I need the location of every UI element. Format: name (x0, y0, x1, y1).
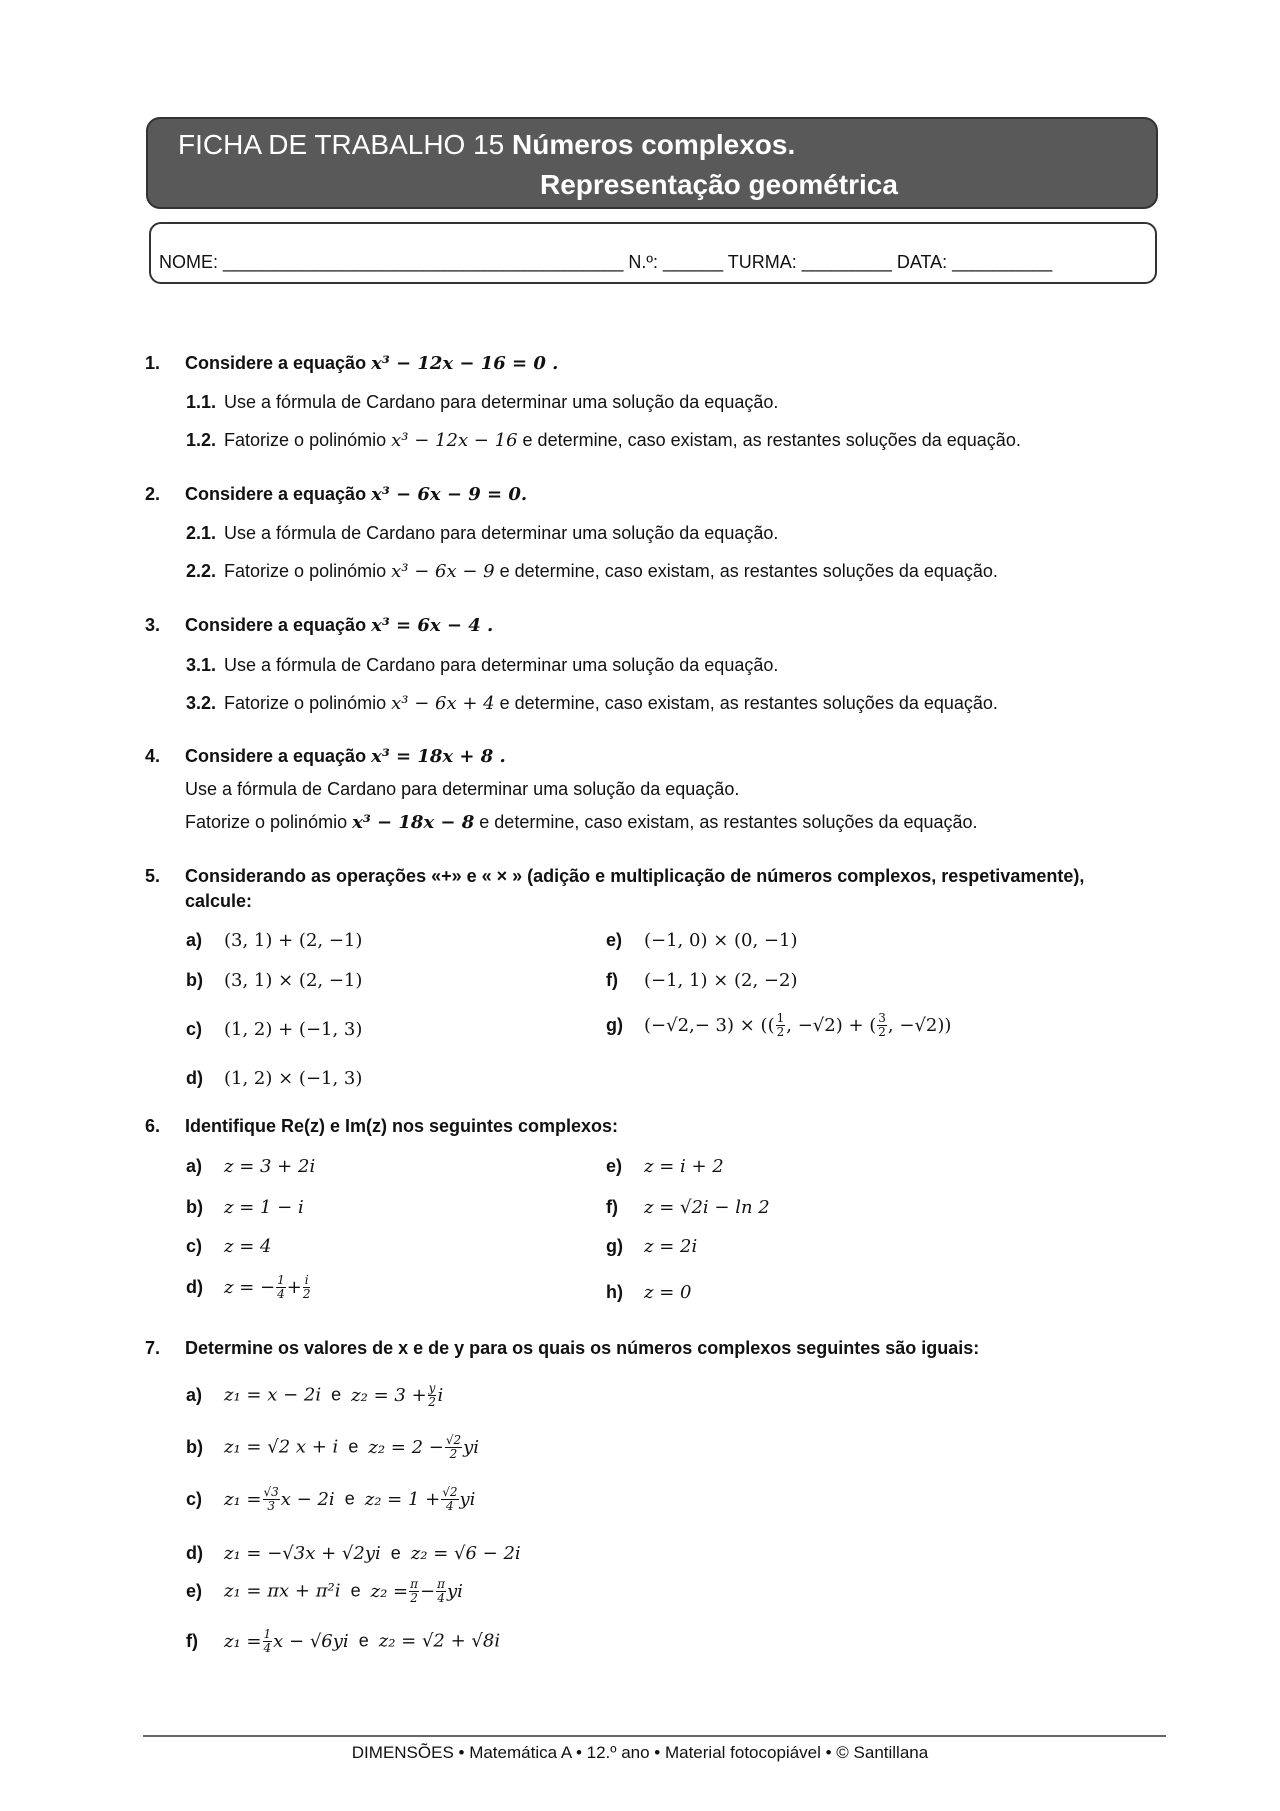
item-7c: c) z₁ = $\frac{√3}{3}$ x − 2i e z₂ = 1 + $\frac{√2}{4}$ yi (186, 1485, 476, 1513)
question-4-line-2: Fatorize o polinómio x³ − 18x − 8 e determine, caso existam, as restantes soluções da equação. (185, 812, 978, 833)
item-6g: g) z = 2i (606, 1236, 698, 1257)
equation: x³ = 18x + 8 . (371, 746, 506, 767)
item-6c: c) z = 4 (186, 1236, 272, 1257)
equation: x³ = 6x − 4 . (371, 615, 494, 636)
item-5c: c) (1, 2) + (−1, 3) (186, 1019, 363, 1040)
item-7e: e) z₁ = πx + π²i e z₂ = $\frac{\pi}{2}$ − $\frac{\pi}{4}$ yi (186, 1577, 463, 1605)
question-3-1: 3.1. Use a fórmula de Cardano para determinar uma solução da equação. (186, 655, 779, 675)
item-7b: b) z₁ = √2 x + i e z₂ = 2 − $\frac{√2}{2}$ yi (186, 1433, 480, 1461)
worksheet-subtitle: Representação geométrica (540, 169, 898, 200)
item-7a: a) z₁ = x − 2i e z₂ = 3 + $\frac{y}{2}$ i (186, 1381, 444, 1409)
item-6a: a) z = 3 + 2i (186, 1156, 316, 1177)
item-7f: f) z₁ = $\frac{1}{4}$ x − √6yi e z₂ = √2 + √8i (186, 1627, 501, 1655)
question-1-1: 1.1. Use a fórmula de Cardano para determinar uma solução da equação. (186, 392, 779, 412)
question-1-2: 1.2. Fatorize o polinómio x³ − 12x − 16 e determine, caso existam, as restantes soluções da equação. (186, 430, 1021, 451)
title-banner (146, 117, 1158, 209)
footer: DIMENSÕES • Matemática A • 12.º ano • Material fotocopiável • © Santillana (351, 1743, 929, 1762)
item-6f: f) z = √2i − ln 2 (606, 1197, 770, 1218)
worksheet-title: FICHA DE TRABALHO 15 Números complexos. (178, 129, 796, 160)
item-5d: d) (1, 2) × (−1, 3) (186, 1068, 363, 1089)
item-7d: d) z₁ = −√3x + √2yi e z₂ = √6 − 2i (186, 1543, 521, 1564)
item-5f: f) (−1, 1) × (2, −2) (606, 970, 798, 991)
item-6b: b) z = 1 − i (186, 1197, 304, 1218)
item-5e: e) (−1, 0) × (0, −1) (606, 930, 798, 951)
student-info-box (149, 222, 1157, 284)
item-5a: a) (3, 1) + (2, −1) (186, 930, 363, 951)
equation: x³ − 6x − 9 = 0. (371, 484, 528, 505)
question-4-line-1: Use a fórmula de Cardano para determinar uma solução da equação. (185, 779, 740, 799)
question-2-2: 2.2. Fatorize o polinómio x³ − 6x − 9 e determine, caso existam, as restantes soluções da equação. (186, 561, 998, 582)
equation: x³ − 12x − 16 = 0 . (371, 353, 559, 374)
item-6e: e) z = i + 2 (606, 1156, 724, 1177)
item-6d: d) z = − $\frac{1}{4}$ + $\frac{i}{2}$ (186, 1273, 311, 1301)
question-3-2: 3.2. Fatorize o polinómio x³ − 6x + 4 e determine, caso existam, as restantes soluções da equação. (186, 693, 998, 714)
student-info-fields: NOME: ________________________________________ N.º: ______ TURMA: _________ DATA: __________ (159, 252, 1053, 272)
item-5g: g) (−√2,− 3) × (( $\frac{1}{2}$ , −√2) + ( $\frac{3}{2}$ , −√2)) (606, 1011, 952, 1039)
question-2-1: 2.1. Use a fórmula de Cardano para determinar uma solução da equação. (186, 523, 779, 543)
item-6h: h) z = 0 (606, 1282, 692, 1303)
footer-divider (143, 1735, 1166, 1737)
item-5b: b) (3, 1) × (2, −1) (186, 970, 363, 991)
